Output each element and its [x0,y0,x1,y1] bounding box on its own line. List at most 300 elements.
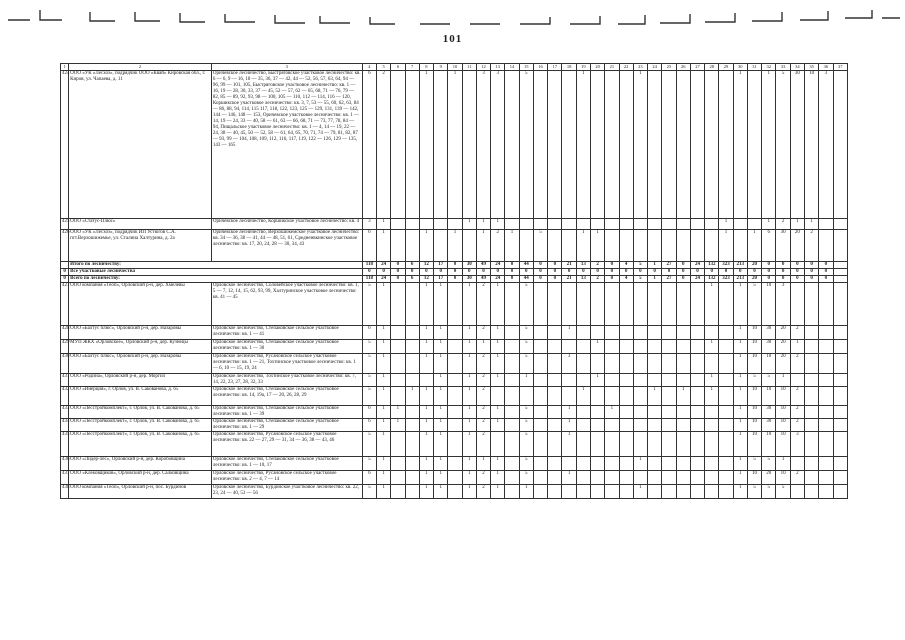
table-row [61,471,848,485]
value-cell [405,283,419,326]
value-cell [619,432,633,457]
value-cell: 1 [434,387,448,406]
value-cell: 1 [676,387,690,406]
value-cell: 10 [747,340,761,354]
value-cell: 6 [762,230,776,262]
total-value: 0 [491,269,505,276]
value-cell [505,354,519,374]
value-cell: 10 [804,71,818,219]
value-cell: 1 [419,387,433,406]
value-cell [719,71,733,219]
value-cell: 2 [476,419,490,432]
value-cell [790,283,804,326]
value-cell [405,326,419,340]
table-row [61,71,848,219]
total-value: 6 [405,262,419,269]
value-cell: 2 [476,326,490,340]
total-row [61,269,848,276]
value-cell: 2 [476,283,490,326]
organization-cell: ООО «Клековщиков», Орловский р-н, дер. Салковщина [69,471,212,485]
value-cell: 1 [462,471,476,485]
value-cell: 1 [705,387,719,406]
value-cell [662,471,676,485]
total-value: 0 [762,269,776,276]
value-cell: 1 [562,326,576,340]
header-cell: 36 [819,64,833,71]
table-row [61,326,848,340]
forest-users-table [60,63,848,499]
value-cell [719,406,733,419]
value-cell [391,354,405,374]
row-number: 425 [61,219,69,230]
header-cell: 20 [590,64,604,71]
header-cell: 25 [662,64,676,71]
value-cell [519,230,533,262]
value-cell: 1 [476,457,490,471]
value-cell [576,406,590,419]
value-cell [505,485,519,499]
table-row [61,457,848,471]
value-cell: 1 [476,219,490,230]
value-cell [519,219,533,230]
value-cell: 1 [733,387,747,406]
header-cell: 9 [434,64,448,71]
value-cell [833,457,848,471]
organization-cell: ООО компания «Теоп», Орловский р-н, дер. Хмелевы [69,283,212,326]
header-cell: 15 [519,64,533,71]
value-cell [662,283,676,326]
value-cell [804,419,818,432]
value-cell [605,457,619,471]
value-cell [548,230,562,262]
value-cell [448,471,462,485]
total-value: 24 [690,262,704,269]
value-cell: 1 [590,230,604,262]
value-cell [562,71,576,219]
value-cell [690,283,704,326]
total-value: 24 [377,262,391,269]
value-cell [733,230,747,262]
value-cell [819,432,833,457]
value-cell [690,485,704,499]
value-cell: 30 [762,406,776,419]
value-cell [790,374,804,387]
location-cell: Оричевское лесничество, Быстряговское участковое лесничество: кв. 6 — 6, 9 — 16, 18 — 35, 36, 37 — 42, 44 — 52, 56, 57, 63, 64, 94 — 96, 99 — 101, 105, Быстряговское участковое лесничество: кв. 1 — 16, 19 — 28, 30, 33, 37 — 45, 52 — 57, 62 — 65, 68, 71 — 76, 79 — 82, 85 — 89, 92, 93, 98 — 100, 105 — 110, 112 — 114, 116 — 120, Коршикское участковое лесничество: кв. 3, 7, 53 — 55, 60, 62, 63, 84 — 86, 88, 94, 114, 115 117, 118, 122, 123, 125 — 129, 131, 139 — 142, 144 — 146, 148 — 153, Оричевское участковое лесничество: кв. 1 — 14, 19 — 24, 33 — 40, 58 — 61, 63 — 66, 68, 71 — 73, 77, 78, 84 — 94, Пищальское участковое лесничество: кв. 1 — 4, 14 — 19, 22 — 24, 38 — 40, 45, 50 — 52, 58 — 61, 64, 65, 70, 71, 74 — 79, 81, 82, 87 — 93, 99 — 104, 108, 109, 112, 116, 117, 119, 122 — 126, 129 — 135, 143 — 165 [211,71,362,219]
header-cell: 18 [562,64,576,71]
value-cell [576,354,590,374]
value-cell [605,485,619,499]
value-cell: 1 [377,406,391,419]
location-cell: Орловское лесничество, Русановское сельское участковое лесничество: кв. 22 — 27, 29 — 31, 34 — 36, 38 — 43, 46 [211,432,362,457]
value-cell [505,387,519,406]
value-cell: 5 [519,354,533,374]
value-cell [448,283,462,326]
value-cell: 1 [462,283,476,326]
value-cell: 1 [747,230,761,262]
total-value: 24 [690,276,704,283]
value-cell [833,354,848,374]
total-value: 0 [762,276,776,283]
value-cell: 1 [377,219,391,230]
total-value: 30 [462,276,476,283]
value-cell: 5 [747,485,761,499]
value-cell: 1 [434,354,448,374]
row-number: 431 [61,374,69,387]
value-cell: 1 [434,432,448,457]
value-cell [633,283,647,326]
value-cell [705,219,719,230]
value-cell [562,219,576,230]
value-cell: 2 [476,471,490,485]
value-cell: 1 [605,406,619,419]
value-cell: 5 [762,374,776,387]
value-cell: 1 [562,432,576,457]
total-value: 0 [605,269,619,276]
value-cell [662,230,676,262]
total-value: 1 [648,276,662,283]
value-cell: 1 [733,432,747,457]
value-cell [662,387,676,406]
total-value: 0 [434,269,448,276]
value-cell [833,432,848,457]
value-cell [833,406,848,419]
value-cell [804,283,818,326]
value-cell [505,71,519,219]
value-cell: 5 [519,283,533,326]
value-cell: 5 [362,485,376,499]
value-cell: 3 [476,71,490,219]
value-cell: 1 [719,230,733,262]
value-cell [705,457,719,471]
header-cell: 29 [719,64,733,71]
value-cell [676,471,690,485]
total-value: 0 [533,269,547,276]
row-number: 424 [61,71,69,219]
value-cell: 2 [377,71,391,219]
total-value [833,269,848,276]
value-cell [590,432,604,457]
total-value: 17 [434,262,448,269]
value-cell: 1 [419,471,433,485]
value-cell [719,387,733,406]
row-number: 426 [61,230,69,262]
value-cell: 1 [562,406,576,419]
row-number: 427 [61,283,69,326]
value-cell [804,406,818,419]
location-cell: Орловское лесничество, Степаковское сельское участковое лесничество: кв. 1 — 10, 17 [211,457,362,471]
total-value: 0 [790,262,804,269]
value-cell: 1 [491,326,505,340]
value-cell: 1 [434,326,448,340]
value-cell [633,219,647,230]
value-cell [605,340,619,354]
total-value: 0 [548,269,562,276]
table-row [61,419,848,432]
value-cell: 1 [491,283,505,326]
header-cell: 23 [633,64,647,71]
value-cell [833,485,848,499]
value-cell: 5 [362,387,376,406]
value-cell: 2 [476,387,490,406]
value-cell [719,471,733,485]
value-cell [590,283,604,326]
value-cell [833,419,848,432]
value-cell: 5 [519,432,533,457]
total-value: 0 [605,262,619,269]
value-cell [405,219,419,230]
total-value: 0 [776,262,790,269]
organization-cell: ООО «Статус-Плюс» [69,219,212,230]
value-cell [533,283,547,326]
total-value: 132 [705,276,719,283]
value-cell: 10 [776,387,790,406]
value-cell [419,219,433,230]
header-cell: 19 [576,64,590,71]
value-cell [405,471,419,485]
value-cell: 1 [562,419,576,432]
value-cell [533,387,547,406]
organization-cell: ООО «Балтус плюс», Орловский р-н, дер. Назаровы [69,354,212,374]
value-cell [662,432,676,457]
value-cell [548,485,562,499]
value-cell: 5 [362,340,376,354]
value-cell: 1 [633,457,647,471]
value-cell [690,406,704,419]
value-cell [605,432,619,457]
value-cell: 1 [719,219,733,230]
total-value [833,262,848,269]
value-cell: 5 [519,326,533,340]
value-cell: 1 [519,485,533,499]
value-cell: 2 [790,419,804,432]
value-cell: 1 [434,340,448,354]
total-value: 0 [391,262,405,269]
total-value: 24 [377,276,391,283]
value-cell [590,354,604,374]
total-value: 4 [619,262,633,269]
header-cell: 14 [505,64,519,71]
location-cell: Орловское лесничество, Бурдинское участковое лесничество: кв. 22, 23, 24 — 40, 53 — 56 [211,485,362,499]
value-cell [662,374,676,387]
value-cell [590,326,604,340]
value-cell: 1 [576,230,590,262]
value-cell [548,71,562,219]
value-cell: 2 [790,406,804,419]
header-cell: 24 [648,64,662,71]
value-cell: 10 [747,354,761,374]
value-cell: 1 [733,71,747,219]
value-cell: 3 [790,432,804,457]
value-cell: 2 [804,230,818,262]
header-cell: 27 [690,64,704,71]
total-value: 0 [533,276,547,283]
value-cell [405,230,419,262]
value-cell [804,387,818,406]
value-cell [662,457,676,471]
value-cell [804,374,818,387]
value-cell [662,485,676,499]
total-value: 0 [790,269,804,276]
value-cell: 5 [362,432,376,457]
value-cell [833,387,848,406]
value-cell: 1 [377,283,391,326]
value-cell [648,432,662,457]
value-cell [405,340,419,354]
value-cell [633,406,647,419]
value-cell [619,387,633,406]
value-cell [719,419,733,432]
value-cell: 1 [434,283,448,326]
value-cell: 6 [362,419,376,432]
total-value: 24 [491,276,505,283]
value-cell [833,326,848,340]
value-cell [505,340,519,354]
value-cell [676,457,690,471]
value-cell: 1 [705,340,719,354]
value-cell: 1 [733,406,747,419]
value-cell: 2 [476,406,490,419]
value-cell: 1 [377,485,391,499]
value-cell [491,387,505,406]
value-cell [391,219,405,230]
value-cell [448,432,462,457]
value-cell [448,485,462,499]
value-cell [633,387,647,406]
value-cell: 10 [776,471,790,485]
total-value: 0 [705,269,719,276]
header-row [61,64,848,71]
value-cell [648,230,662,262]
value-cell: 1 [733,374,747,387]
value-cell: 1 [491,340,505,354]
value-cell: 1 [648,387,662,406]
total-value: 1 [648,262,662,269]
location-cell: Орловское лесничество, Русановское сельское участковое лесничество: кв. 1 — 21, Тохтинское участковое лесничество: кв. 1 — 6, 10 — 15, 19, 24 [211,354,362,374]
total-value: 0 [590,269,604,276]
total-value: 2 [590,262,604,269]
value-cell [548,457,562,471]
value-cell [619,340,633,354]
value-cell [562,230,576,262]
header-cell: 37 [833,64,848,71]
row-number: 435 [61,432,69,457]
total-value: 21 [562,276,576,283]
value-cell: 10 [762,283,776,326]
value-cell: 1 [491,471,505,485]
value-cell [576,326,590,340]
value-cell: 10 [747,326,761,340]
value-cell [705,419,719,432]
total-value: 0 [776,276,790,283]
header-cell: 7 [405,64,419,71]
value-cell [705,230,719,262]
total-value: 0 [648,269,662,276]
total-value: 0 [448,262,462,269]
value-cell [562,457,576,471]
value-cell [648,326,662,340]
total-value: 20 [747,276,761,283]
value-cell [548,283,562,326]
value-cell [505,326,519,340]
total-value: 12 [419,262,433,269]
value-cell [648,406,662,419]
value-cell: 5 [776,485,790,499]
value-cell [590,71,604,219]
value-cell: 1 [476,340,490,354]
total-row [61,276,848,283]
value-cell [633,326,647,340]
value-cell [548,419,562,432]
value-cell [605,471,619,485]
value-cell [747,71,761,219]
value-cell: 1 [434,471,448,485]
value-cell: 1 [491,374,505,387]
value-cell [648,340,662,354]
organization-cell: ООО «Инерция», г. Орлов, ул. В. Сакованова, д. 65 [69,387,212,406]
value-cell [448,219,462,230]
value-cell [662,354,676,374]
value-cell: 2 [491,230,505,262]
value-cell: 5 [762,485,776,499]
value-cell: 1 [419,283,433,326]
value-cell: 1 [462,354,476,374]
value-cell [690,71,704,219]
value-cell: 1 [633,71,647,219]
value-cell [676,354,690,374]
value-cell [562,485,576,499]
header-cell: 28 [705,64,719,71]
value-cell: 1 [491,354,505,374]
value-cell [605,419,619,432]
value-cell [619,283,633,326]
location-cell: Оричевское лесничество, Коршикское участковое лесничество: кв. 4 [211,219,362,230]
value-cell [705,326,719,340]
total-value: 12 [419,276,433,283]
total-value: 0 [391,276,405,283]
value-cell [505,374,519,387]
value-cell [676,432,690,457]
value-cell: 2 [790,326,804,340]
total-value: 0 [662,269,676,276]
value-cell: 6 [362,326,376,340]
value-cell [605,230,619,262]
value-cell [590,406,604,419]
value-cell: 1 [491,457,505,471]
value-cell: 1 [733,354,747,374]
value-cell [391,387,405,406]
value-cell [619,354,633,374]
value-cell [690,354,704,374]
total-value: 118 [362,262,376,269]
value-cell: 1 [377,326,391,340]
value-cell [648,354,662,374]
value-cell [605,326,619,340]
value-cell [662,71,676,219]
value-cell [576,432,590,457]
value-cell [676,283,690,326]
value-cell [648,283,662,326]
value-cell [462,71,476,219]
organization-cell: ООО «Лесстройкомплект», г. Орлов, ул. В. Сакованова, д. 65 [69,432,212,457]
value-cell: 1 [419,354,433,374]
value-cell: 1 [419,326,433,340]
total-value: 0 [819,276,833,283]
total-value: 0 [548,262,562,269]
table-row [61,230,848,262]
value-cell [676,71,690,219]
value-cell [533,419,547,432]
value-cell: 1 [419,340,433,354]
